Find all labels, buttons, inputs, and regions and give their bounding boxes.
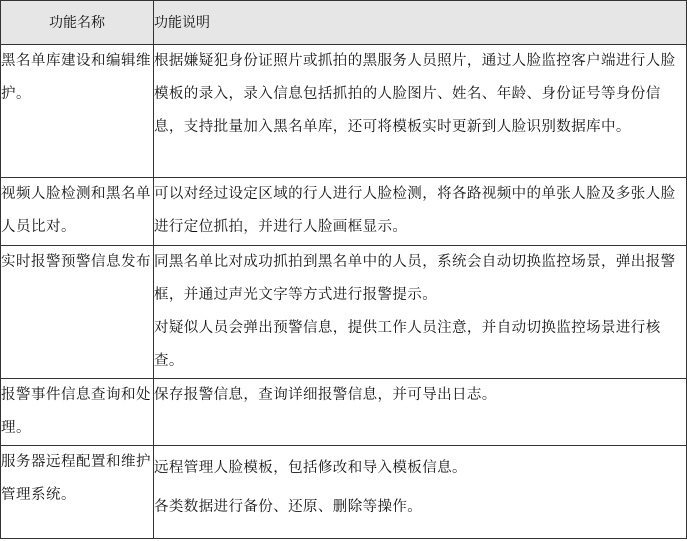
description-paragraph: 可以对经过设定区域的行人进行人脸检测，将各路视频中的单张人脸及多张人脸进行定位抓拍，并进行人脸画框显示。 (154, 186, 676, 235)
description-paragraph: 保存报警信息，查询详细报警信息，并可导出日志。 (154, 387, 497, 403)
description-paragraph: 各类数据进行备份、还原、删除等操作。 (154, 499, 423, 515)
function-name-cell: 视频人脸检测和黑名单人员比对。 (1, 178, 154, 246)
function-description-cell (154, 178, 687, 246)
description-paragraph: 对疑似人员会弹出预警信息，提供工作人员注意，并自动切换监控场景进行核查。 (154, 320, 661, 369)
function-description-cell (154, 446, 687, 539)
table-row (1, 379, 687, 446)
function-description-cell (154, 246, 687, 379)
function-description-cell (154, 379, 687, 446)
description-paragraph: 同黑名单比对成功抓拍到黑名单中的人员，系统会自动切换监控场景，弹出报警框，并通过声光文字等方式进行报警提示。 (154, 254, 676, 303)
table-row (1, 45, 687, 178)
table-row (1, 178, 687, 246)
table-header-row (1, 1, 687, 45)
description-paragraph: 根据嫌疑犯身份证照片或抓拍的黑服务人员照片，通过人脸监控客户端进行人脸模板的录入，录入信息包括抓拍的人脸图片、姓名、年龄、身份证号等身份信息，支持批量加入黑名单库，还可将模板实时更新到人脸识别数据库中。 (154, 53, 676, 135)
header-function-description: 功能说明 (154, 1, 687, 45)
description-paragraph: 远程管理人脸模板，包括修改和导入模板信息。 (154, 460, 467, 476)
table-row (1, 246, 687, 379)
function-name-cell: 实时报警预警信息发布 (1, 246, 154, 379)
function-name-cell: 服务器远程配置和维护管理系统。 (1, 446, 154, 539)
function-name-cell: 黑名单库建设和编辑维护。 (1, 45, 154, 178)
table-row (1, 446, 687, 539)
function-name-cell: 报警事件信息查询和处理。 (1, 379, 154, 446)
header-function-name: 功能名称 (1, 1, 154, 45)
function-description-cell (154, 45, 687, 178)
